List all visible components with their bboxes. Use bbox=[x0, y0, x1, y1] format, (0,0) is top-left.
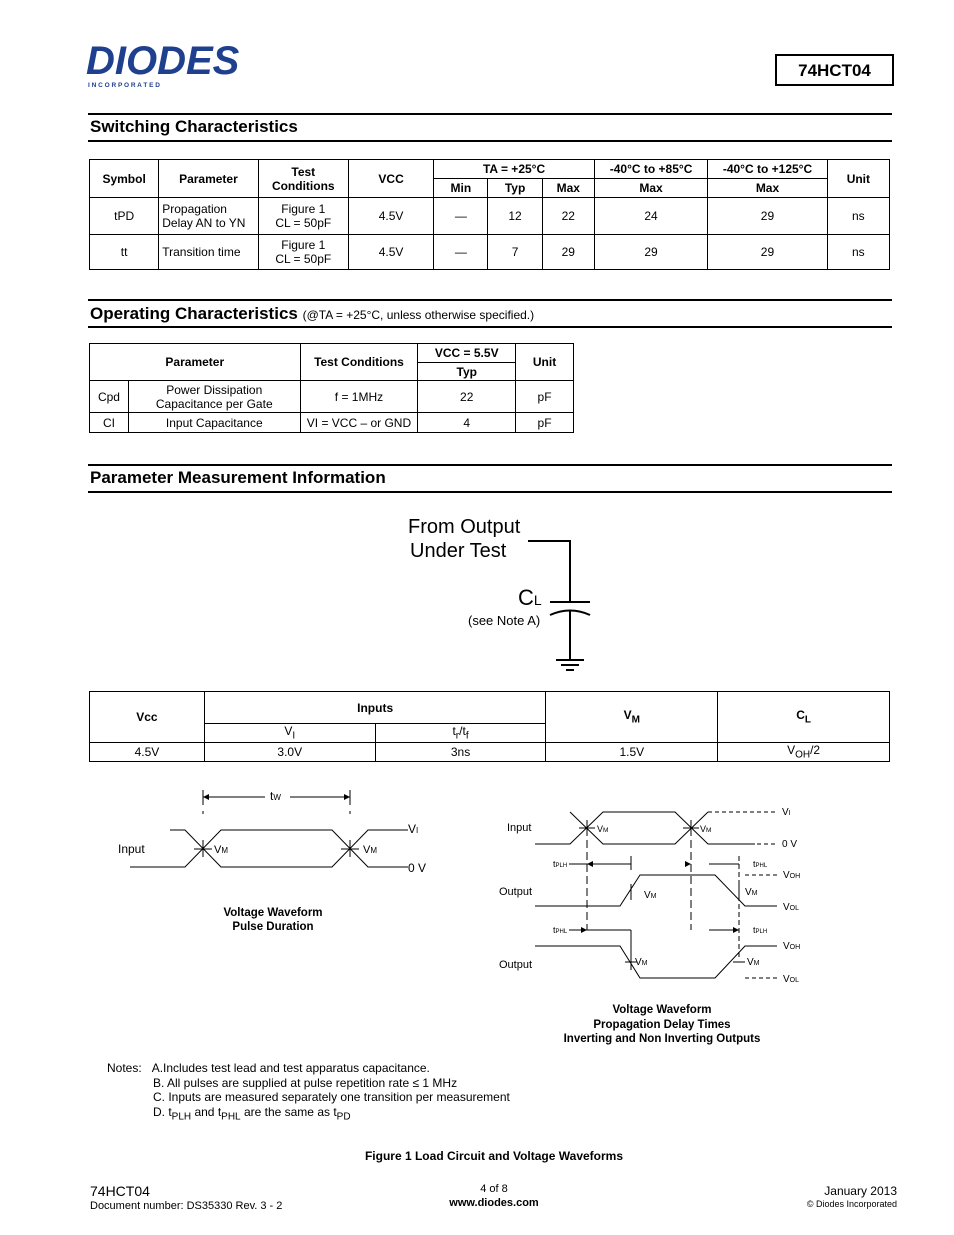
output1-label: Output bbox=[499, 886, 533, 898]
header-vm: $V_M$ bbox=[546, 692, 718, 743]
header-ta85: -40°C to +85°C bbox=[594, 160, 707, 179]
input-label: Input bbox=[118, 842, 145, 856]
section-rule bbox=[88, 113, 892, 115]
header-test-conditions: Test Conditions bbox=[258, 160, 348, 198]
header-max125: Max bbox=[708, 179, 827, 198]
note-d: D. $t_{PLH}$ and $t_{PHL}$ are the same as $t_{PD}$ bbox=[153, 1104, 351, 1122]
header-trtf: $t_r/t_f$ bbox=[375, 724, 546, 743]
ground-icon bbox=[556, 660, 584, 670]
voh-label: VOH bbox=[783, 941, 801, 952]
section-rule bbox=[88, 464, 892, 466]
vol-label: VOL bbox=[783, 902, 800, 913]
header-unit: Unit bbox=[516, 344, 574, 381]
cl-label: CL bbox=[518, 585, 542, 610]
header-cl: $C_L$ bbox=[718, 692, 890, 743]
operating-title: Operating Characteristics (@TA = +25°C, unless otherwise specified.) bbox=[90, 304, 535, 323]
arrowhead-icon bbox=[344, 794, 350, 800]
header-vcc: Vcc bbox=[90, 692, 205, 743]
waveform-caption: Propagation Delay Times bbox=[593, 1019, 731, 1031]
header-test-conditions: Test Conditions bbox=[300, 344, 418, 381]
section-rule bbox=[88, 299, 892, 301]
header-ta125: -40°C to +125°C bbox=[708, 160, 827, 179]
waveform-caption: Voltage Waveform bbox=[223, 907, 323, 919]
header-vcc: VCC bbox=[348, 160, 433, 198]
vm-label: VM bbox=[747, 957, 760, 968]
footer-page: 4 of 8 bbox=[480, 1183, 508, 1195]
arrowhead-icon bbox=[581, 861, 739, 933]
tphl-label: tPHL bbox=[553, 925, 568, 935]
vm-label: VM bbox=[700, 824, 712, 834]
vm-label: VM bbox=[363, 844, 378, 856]
tw-label: tW bbox=[270, 789, 281, 803]
header-max: Max bbox=[542, 179, 594, 198]
header-min: Min bbox=[434, 179, 488, 198]
waveform-caption: Inverting and Non Inverting Outputs bbox=[563, 1033, 761, 1045]
table-row: CI Input Capacitance VI = VCC – or GND 4 pF bbox=[90, 413, 574, 433]
section-rule bbox=[88, 491, 892, 493]
section-rule bbox=[88, 326, 892, 328]
vm-label: VM bbox=[214, 844, 229, 856]
header-parameter: Parameter bbox=[159, 160, 258, 198]
header-max85: Max bbox=[594, 179, 707, 198]
header-vi: $V_I$ bbox=[204, 724, 375, 743]
header-typ: Typ bbox=[418, 363, 516, 381]
table-row: tt Transition time Figure 1 CL = 50pF 4.5V — 7 29 29 29 ns bbox=[90, 235, 890, 270]
see-note-a: (see Note A) bbox=[468, 613, 541, 628]
operating-subtitle: (@TA = +25°C, unless otherwise specified.) bbox=[302, 308, 535, 322]
footer-copyright: © Diodes Incorporated bbox=[806, 1199, 897, 1209]
table-row: 4.5V 3.0V 3ns 1.5V $V_{OH}/2$ bbox=[90, 743, 890, 762]
operating-table bbox=[89, 343, 574, 433]
pmi-title: Parameter Measurement Information bbox=[90, 468, 386, 487]
header-inputs: Inputs bbox=[204, 692, 546, 724]
footer-part: 74HCT04 bbox=[90, 1183, 150, 1199]
header-unit: Unit bbox=[827, 160, 889, 198]
vm-label: VM bbox=[644, 890, 657, 901]
circuit-label-2: Under Test bbox=[410, 540, 507, 562]
zero-v-label: 0 V bbox=[782, 839, 798, 850]
diodes-logo bbox=[86, 40, 258, 90]
output2-label: Output bbox=[499, 959, 533, 971]
header-parameter: Parameter bbox=[90, 344, 301, 381]
zero-v-label: 0 V bbox=[408, 861, 427, 875]
waveform-caption: Pulse Duration bbox=[232, 921, 314, 933]
tplh-label: tPLH bbox=[553, 859, 568, 869]
logo-subtext: I N C O R P O R A T E D bbox=[88, 82, 160, 89]
load-circuit-diagram bbox=[400, 505, 610, 675]
notes: Notes: A.Includes test lead and test apparatus capacitance. B. All pulses are supplied at pulse repetition rate ≤ 1 MHz C. Inputs are measured separately one transition per measurement D. $t_{PLH}$ and $t_{PHL}$ are the same as $t_{PD}$ bbox=[107, 1061, 510, 1124]
vm-label: VM bbox=[635, 957, 648, 968]
figure-caption: Figure 1 Load Circuit and Voltage Waveforms bbox=[364, 1149, 624, 1163]
measurement-table bbox=[89, 691, 890, 762]
table-row: Cpd Power Dissipation Capacitance per Gate f = 1MHz 22 pF bbox=[90, 381, 574, 413]
tphl-label: tPHL bbox=[753, 859, 768, 869]
vm-label: VM bbox=[597, 824, 609, 834]
vm-label: VM bbox=[745, 887, 758, 898]
tplh-label: tPLH bbox=[753, 925, 768, 935]
waveform-caption: Voltage Waveform bbox=[612, 1004, 712, 1016]
switching-title: Switching Characteristics bbox=[90, 117, 298, 136]
voh-label: VOH bbox=[783, 870, 801, 881]
logo-wordmark: DIODES bbox=[86, 40, 240, 83]
footer-docnum: Document number: DS35330 Rev. 3 - 2 bbox=[90, 1200, 283, 1212]
footer-url[interactable]: www.diodes.com bbox=[449, 1197, 539, 1209]
header-vcc: VCC = 5.5V bbox=[418, 344, 516, 363]
header-symbol: Symbol bbox=[90, 160, 159, 198]
input-waveform bbox=[535, 812, 755, 844]
vi-label: VI bbox=[408, 822, 419, 836]
header-typ: Typ bbox=[488, 179, 542, 198]
vol-label: VOL bbox=[783, 974, 800, 985]
circuit-label-1: From Output bbox=[408, 516, 521, 538]
table-row: tPD Propagation Delay AN to YN Figure 1 CL = 50pF 4.5V — 12 22 24 29 ns bbox=[90, 198, 890, 235]
header-ta25: TA = +25°C bbox=[434, 160, 595, 179]
propagation-delay-waveform bbox=[495, 800, 815, 1050]
input-label: Input bbox=[507, 822, 532, 834]
part-number-box: 74HCT04 bbox=[775, 54, 894, 86]
pulse-duration-waveform bbox=[110, 785, 440, 940]
switching-table bbox=[89, 159, 890, 270]
arrowhead-icon bbox=[203, 794, 209, 800]
footer-date: January 2013 bbox=[824, 1184, 897, 1198]
vi-label: VI bbox=[782, 807, 791, 818]
section-rule bbox=[88, 140, 892, 142]
